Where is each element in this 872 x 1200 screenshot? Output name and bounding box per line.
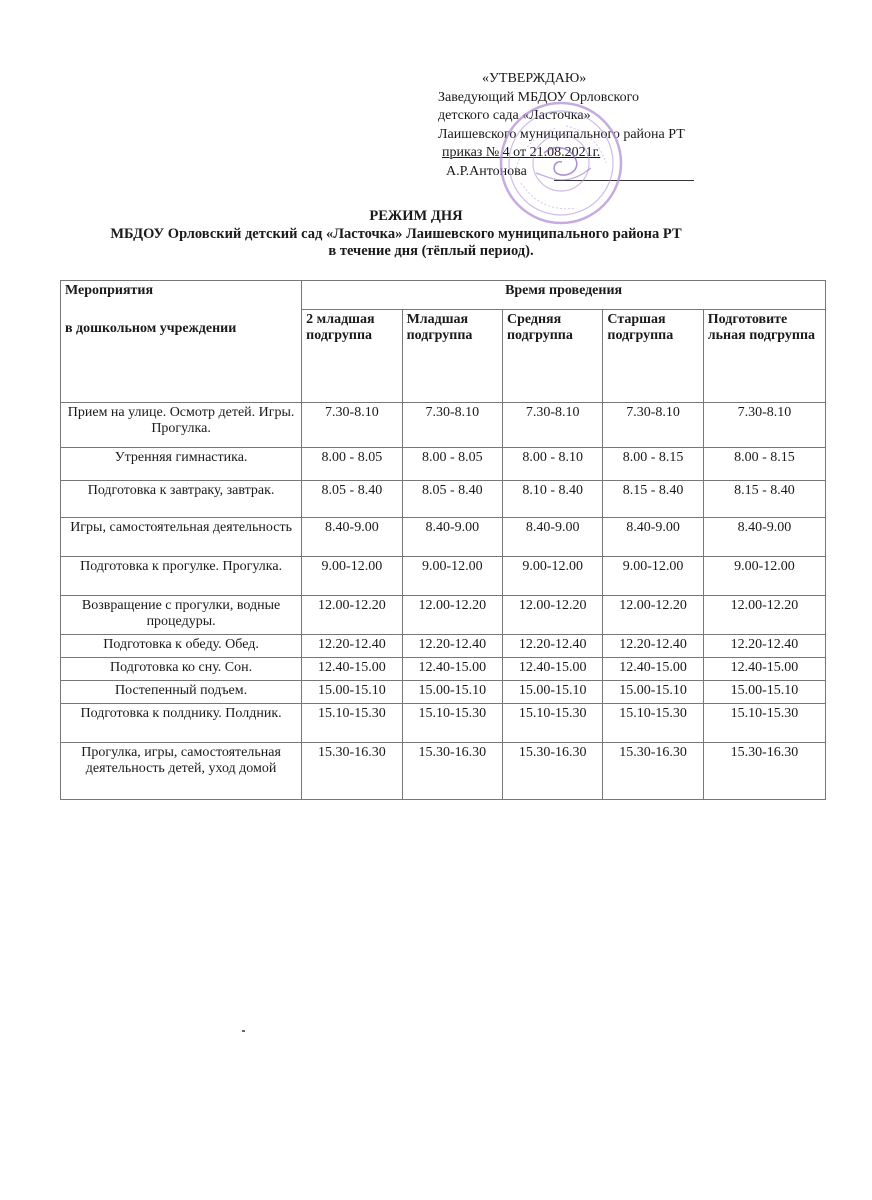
table-row — [61, 704, 826, 743]
table-row — [61, 518, 826, 557]
activity-cell: Возвращение с прогулки, водные процедуры. — [61, 596, 302, 635]
table-row — [61, 743, 826, 800]
time-cell: 8.00 - 8.05 — [302, 448, 402, 481]
time-cell: 12.40-15.00 — [402, 658, 502, 681]
time-cell: 12.40-15.00 — [703, 658, 825, 681]
time-cell: 9.00-12.00 — [502, 557, 602, 596]
schedule-table — [60, 280, 826, 800]
table-row — [61, 403, 826, 448]
time-cell: 12.20-12.40 — [603, 635, 703, 658]
time-cell: 7.30-8.10 — [502, 403, 602, 448]
time-cell: 12.20-12.40 — [703, 635, 825, 658]
time-cell: 8.40-9.00 — [603, 518, 703, 557]
time-cell: 12.00-12.20 — [402, 596, 502, 635]
time-cell: 15.30-16.30 — [302, 743, 402, 800]
table-row — [61, 658, 826, 681]
time-cell: 15.10-15.30 — [502, 704, 602, 743]
time-cell: 8.40-9.00 — [502, 518, 602, 557]
activity-cell: Прогулка, игры, самостоятельная деятельность детей, уход домой — [61, 743, 302, 800]
time-cell: 7.30-8.10 — [703, 403, 825, 448]
time-cell: 12.00-12.20 — [603, 596, 703, 635]
activity-cell: Подготовка к полднику. Полдник. — [61, 704, 302, 743]
time-cell: 8.05 - 8.40 — [302, 481, 402, 518]
time-cell: 15.30-16.30 — [502, 743, 602, 800]
header-group: Подготовите льная подгруппа — [703, 310, 825, 403]
time-cell: 15.30-16.30 — [603, 743, 703, 800]
time-cell: 8.00 - 8.15 — [703, 448, 825, 481]
table-row — [61, 635, 826, 658]
header-activity-sublabel: в дошкольном учреждении — [65, 321, 237, 336]
time-cell: 12.00-12.20 — [703, 596, 825, 635]
approval-signatory: А.Р.Антонова — [446, 163, 527, 179]
time-cell: 8.40-9.00 — [703, 518, 825, 557]
header-group: Средняя подгруппа — [502, 310, 602, 403]
heading-institution: МБДОУ Орловский детский сад «Ласточка» Лаишевского муниципального района РТ — [110, 225, 682, 242]
heading-period: в течение дня (тёплый период). — [328, 243, 534, 259]
time-cell: 15.00-15.10 — [603, 681, 703, 704]
time-cell: 8.15 - 8.40 — [703, 481, 825, 518]
header-group: Старшая подгруппа — [603, 310, 703, 403]
table-row — [61, 596, 826, 635]
activity-cell: Подготовка к обеду. Обед. — [61, 635, 302, 658]
time-cell: 8.05 - 8.40 — [402, 481, 502, 518]
time-cell: 12.40-15.00 — [502, 658, 602, 681]
time-cell: 15.10-15.30 — [603, 704, 703, 743]
table-row — [61, 481, 826, 518]
header-activity-label: Мероприятия — [65, 283, 154, 298]
time-cell: 15.00-15.10 — [502, 681, 602, 704]
time-cell: 15.10-15.30 — [302, 704, 402, 743]
activity-cell: Игры, самостоятельная деятельность — [61, 518, 302, 557]
approval-order: приказ № 4 от 21.08.2021г. — [442, 145, 601, 160]
time-cell: 15.10-15.30 — [703, 704, 825, 743]
time-cell: 9.00-12.00 — [603, 557, 703, 596]
time-cell: 15.00-15.10 — [302, 681, 402, 704]
header-group: 2 младшая подгруппа — [302, 310, 402, 403]
time-cell: 8.10 - 8.40 — [502, 481, 602, 518]
header-group: Младшая подгруппа — [402, 310, 502, 403]
time-cell: 7.30-8.10 — [603, 403, 703, 448]
time-cell: 9.00-12.00 — [402, 557, 502, 596]
approval-district: Лаишевского муниципального района РТ — [438, 126, 685, 142]
activity-cell: Подготовка ко сну. Сон. — [61, 658, 302, 681]
approval-position: Заведующий МБДОУ Орловского — [438, 89, 640, 105]
time-cell: 8.00 - 8.10 — [502, 448, 602, 481]
time-cell: 15.00-15.10 — [402, 681, 502, 704]
activity-cell: Утренняя гимнастика. — [61, 448, 302, 481]
time-cell: 12.20-12.40 — [402, 635, 502, 658]
activity-cell: Подготовка к прогулке. Прогулка. — [61, 557, 302, 596]
time-cell: 7.30-8.10 — [402, 403, 502, 448]
activity-cell: Постепенный подъем. — [61, 681, 302, 704]
time-cell: 12.40-15.00 — [603, 658, 703, 681]
time-cell: 9.00-12.00 — [302, 557, 402, 596]
time-cell: 15.10-15.30 — [402, 704, 502, 743]
time-cell: 12.00-12.20 — [302, 596, 402, 635]
time-cell: 15.30-16.30 — [402, 743, 502, 800]
table-row — [61, 681, 826, 704]
time-cell: 8.00 - 8.05 — [402, 448, 502, 481]
table-row — [61, 557, 826, 596]
time-cell: 9.00-12.00 — [703, 557, 825, 596]
approval-title: «УТВЕРЖДАЮ» — [482, 71, 587, 86]
time-cell: 12.20-12.40 — [302, 635, 402, 658]
time-cell: 15.00-15.10 — [703, 681, 825, 704]
time-cell: 12.20-12.40 — [502, 635, 602, 658]
scan-speck — [242, 1030, 245, 1032]
header-time: Время проведения — [302, 281, 826, 310]
header-activity — [61, 281, 302, 403]
time-cell: 15.30-16.30 — [703, 743, 825, 800]
time-cell: 8.40-9.00 — [302, 518, 402, 557]
time-cell: 8.40-9.00 — [402, 518, 502, 557]
time-cell: 7.30-8.10 — [302, 403, 402, 448]
heading-title: РЕЖИМ ДНЯ — [369, 208, 463, 224]
approval-institution: детского сада «Ласточка» — [438, 108, 591, 123]
table-row — [61, 448, 826, 481]
activity-cell: Подготовка к завтраку, завтрак. — [61, 481, 302, 518]
time-cell: 8.15 - 8.40 — [603, 481, 703, 518]
time-cell: 12.00-12.20 — [502, 596, 602, 635]
document-heading — [0, 208, 872, 261]
time-cell: 12.40-15.00 — [302, 658, 402, 681]
activity-cell: Прием на улице. Осмотр детей. Игры. Прогулка. — [61, 403, 302, 448]
time-cell: 8.00 - 8.15 — [603, 448, 703, 481]
